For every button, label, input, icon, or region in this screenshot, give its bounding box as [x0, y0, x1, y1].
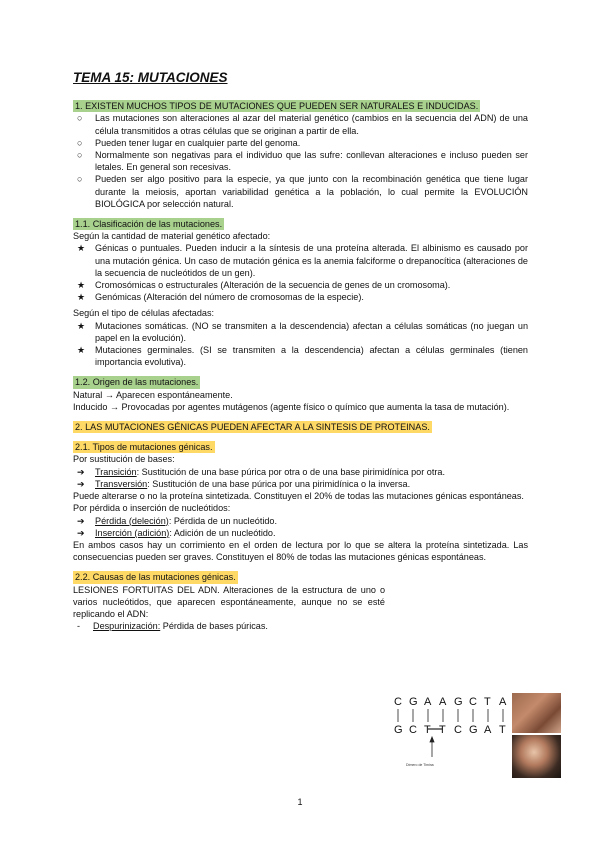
- base-letter: T: [499, 724, 506, 736]
- dash-bullet: -: [77, 621, 81, 632]
- paragraph: Por sustitución de bases:: [73, 454, 175, 465]
- arrow-right-icon: ➔: [77, 466, 85, 477]
- page-title: TEMA 15: MUTACIONES: [73, 70, 228, 85]
- classification-list-2: [73, 320, 528, 369]
- star-icon: ★: [77, 345, 86, 356]
- section-1-1-heading: 1.1. Clasificación de las mutaciones.: [75, 219, 223, 230]
- list-item: ★ Génicas o puntuales. Pueden inducir a la síntesis de una proteína alterada. El albinismo es causado por una mutación génica. Un caso de mutación génica es la anemia falciforme o drepanocítica (alteraciones de la secuencia de nucleótidos de un gen).: [77, 243, 528, 278]
- base-letter: C: [469, 696, 477, 708]
- section-1-2-heading: 1.2. Origen de las mutaciones.: [75, 377, 199, 388]
- document-body: [73, 72, 528, 632]
- base-letter: C: [454, 724, 462, 736]
- base-letter: A: [424, 696, 432, 708]
- base-letter: A: [439, 696, 447, 708]
- circle-bullet-icon: ○: [77, 113, 83, 124]
- arrow-right-icon: ➔: [77, 527, 85, 538]
- list-item: ➔ Inserción (adición): Adición de un nucleótido.: [77, 527, 276, 538]
- paragraph: En ambos casos hay un corrimiento en el orden de lectura por lo que se altera la proteína sintetizada. Las consecuencias pueden ser graves. Constituyen el 80% de todas las mutaciones génicas espontáneas.: [73, 539, 528, 563]
- base-letter: C: [409, 724, 417, 736]
- base-letter: A: [484, 724, 492, 736]
- star-icon: ★: [77, 243, 86, 254]
- classification-list-1: [73, 242, 528, 303]
- paragraph: Natural → Aparecen espontáneamente.: [73, 389, 233, 400]
- page-number: 1: [297, 797, 303, 807]
- base-letter: T: [424, 724, 431, 736]
- star-icon: ★: [77, 292, 86, 303]
- list-item: ➔ Transversión: Sustitución de una base púrica por una pirimidínica o la inversa.: [77, 478, 411, 489]
- base-letter: T: [484, 696, 491, 708]
- list-item: ➔ Transición: Sustitución de una base púrica por otra o de una base pirimidínica por otra.: [77, 466, 445, 477]
- base-letter: A: [499, 696, 507, 708]
- list-item: ★ Cromosómicas o estructurales (Alteración de la secuencia de genes de un cromosoma).: [77, 280, 451, 291]
- circle-bullet-icon: ○: [77, 137, 83, 148]
- arrow-right-icon: ➔: [77, 515, 85, 526]
- circle-bullet-icon: ○: [77, 174, 83, 185]
- section-2-1-heading: 2.1. Tipos de mutaciones génicas.: [75, 442, 213, 453]
- list-item: ○ Normalmente son negativas para el individuo que las sufre: conllevan alteraciones e incluso pueden ser letales. En general son recesivas.: [77, 150, 528, 173]
- skin-lesion-photo: [512, 693, 561, 733]
- base-letter: T: [439, 724, 446, 736]
- paragraph: Según el tipo de células afectadas:: [73, 308, 215, 319]
- base-letter: C: [394, 696, 402, 708]
- dna-thymine-dimer-figure: [392, 693, 512, 773]
- list-item: ○ Pueden ser algo positivo para la especie, ya que junto con la recombinación genética que tiene lugar durante la meiosis, aportan variabilidad genética a la población, lo cual permite la EVOLUCIÓN BIOLÓGICA por selección natural.: [77, 174, 528, 209]
- section-1-list: [73, 112, 528, 210]
- base-letter: G: [454, 696, 463, 708]
- star-icon: ★: [77, 280, 86, 291]
- section-1-heading: 1. EXISTEN MUCHOS TIPOS DE MUTACIONES QUE PUEDEN SER NATURALES E INDUCIDAS.: [75, 101, 479, 112]
- list-item: ➔ Pérdida (deleción): Pérdida de un nucleótido.: [77, 515, 278, 526]
- section-2-heading: 2. LAS MUTACIONES GÉNICAS PUEDEN AFECTAR A LA SINTESIS DE PROTEINAS.: [75, 422, 430, 433]
- arrow-up-icon: [430, 737, 434, 742]
- paragraph: Según la cantidad de material genético afectado:: [73, 231, 271, 242]
- indel-list: [73, 515, 528, 539]
- list-item: ★ Mutaciones germinales. (SI se transmiten a la descendencia) afectan a células germinales (tienen importancia evolutiva).: [77, 345, 528, 368]
- paragraph: Inducido → Provocadas por agentes mutágenos (agente físico o químico que aumenta la tasa de mutación).: [73, 401, 510, 412]
- skin-lesion-photo: [512, 735, 561, 778]
- substitution-list: [73, 466, 528, 490]
- arrow-right-icon: ➔: [77, 478, 85, 489]
- base-letter: G: [469, 724, 478, 736]
- list-item: ★ Genómicas (Alteración del número de cromosomas de la especie).: [77, 292, 364, 303]
- circle-bullet-icon: ○: [77, 150, 83, 161]
- base-letter: G: [409, 696, 418, 708]
- star-icon: ★: [77, 320, 86, 331]
- section-2-2-heading: 2.2. Causas de las mutaciones génicas.: [75, 572, 236, 583]
- base-letter: G: [394, 724, 403, 736]
- list-item: ○ Las mutaciones son alteraciones al azar del material genético (cambios en la secuencia del ADN) de una célula transmitidos a otras células que se originan a partir de ella.: [77, 113, 528, 136]
- paragraph: Por pérdida o inserción de nucleótidos:: [73, 503, 231, 514]
- figure-caption: Dímero de Timina: [406, 763, 434, 767]
- paragraph: LESIONES FORTUITAS DEL ADN. Alteraciones de la estructura de uno o varios nucleótidos, que aparecen espontáneamente, aunque no se esté replicando el ADN:: [73, 584, 385, 619]
- list-item: ★ Mutaciones somáticas. (NO se transmiten a la descendencia) afectan a células somáticas (no juegan un papel en la evolución).: [77, 320, 528, 343]
- paragraph: Puede alterarse o no la proteína sintetizada. Constituyen el 20% de todas las mutaciones génicas espontáneas.: [73, 491, 524, 502]
- list-item: ○ Pueden tener lugar en cualquier parte del genoma.: [77, 137, 301, 148]
- list-item: - Despurinización: Pérdida de bases púricas.: [77, 621, 268, 632]
